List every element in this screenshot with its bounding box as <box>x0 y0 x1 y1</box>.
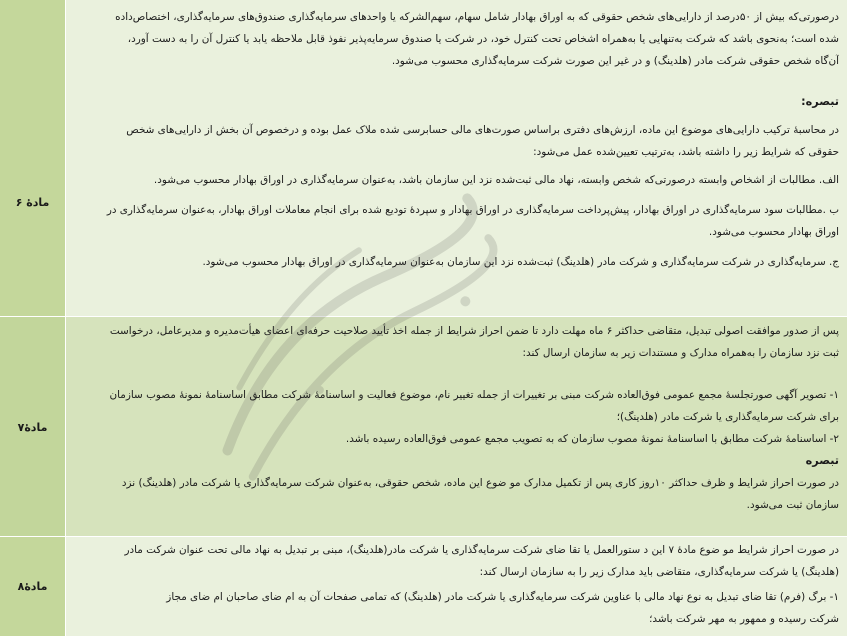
article7-paragraph: ثبت نزد سازمان را به‌همراه مدارک و مستندات زیر به سازمان ارسال کند: <box>522 347 839 359</box>
article8-content <box>66 537 847 636</box>
article6-item-b: ب .مطالبات سود سرمایه‌گذاری در اوراق بهادار، پیش‌پرداخت سرمایه‌گذاری در اوراق بهادار و سپردۀ تودیع شده برای انجام معاملات اوراق بهادار، به‌عنوان سرمایه‌گذاری در <box>106 204 839 216</box>
article6-item-a: الف. مطالبات از اشخاص وابسته درصورتی‌که شخص وابسته، نهاد مالی ثبت‌شده نزد این سازمان باشد، به‌عنوان سرمایه‌گذاری در اوراق بهادار محسوب می‌شود. <box>153 174 839 186</box>
article6-content <box>66 89 847 316</box>
article8-paragraph: در صورت احراز شرایط مو ضوع مادۀ ۷ این د ستورالعمل یا تقا ضای شرکت سرمایه‌گذاری یا شرکت مادر(هلدینگ)، مبنی بر تبدیل به نهاد مالی تحت عنوان شرکت مادر <box>124 544 839 556</box>
article7-row <box>0 316 847 537</box>
article7-paragraph: پس از صدور موافقت اصولی تبدیل، متقاضی حداکثر ۶ ماه مهلت دارد تا ضمن احراز شرایط از جمله اخذ تأیید صلاحیت حرفه‌ای اعضای هیأت‌مدیره و مدیرعامل، درخواست <box>109 325 839 337</box>
article8-item-1: ۱- برگ (فرم) تقا ضای تبدیل به نوع نهاد مالی با عناوین شرکت سرمایه‌گذاری یا شرکت مادر (هلدینگ) که تمامی صفحات آن به ام ضای صاحبان ام ضای مجاز <box>166 591 839 603</box>
article8-label-cell <box>0 537 66 636</box>
article8-paragraph: (هلدینگ) یا شرکت سرمایه‌گذاری، متقاضی باید مدارک زیر را به سازمان ارسال کند: <box>479 566 839 578</box>
article7-note: در صورت احراز شرایط و ظرف حداکثر ۱۰روز کاری پس از تکمیل مدارک مو ضوع این ماده، شخص حقوقی، به‌عنوان شرکت سرمایه‌گذاری یا شرکت مادر (هلدینگ) نزد <box>121 477 839 489</box>
article8-item-1: شرکت رسیده و ممهور به مهر شرکت باشد؛ <box>649 613 839 625</box>
article7-label-cell <box>0 317 66 537</box>
article6-label: مادۀ ۶ <box>15 196 50 209</box>
article7-note: سازمان ثبت می‌شود. <box>746 499 839 511</box>
article7-content <box>66 317 847 537</box>
article6-note-heading: تبصره: <box>801 95 839 108</box>
article6-paragraph: حقوقی که شرایط زیر را داشته باشد، به‌ترتیب تعیین‌شده عمل می‌شود: <box>533 146 839 158</box>
article8-label: مادۀ۸ <box>17 580 48 593</box>
article6-item-c: ج. سرمایه‌گذاری در شرکت سرمایه‌گذاری و شرکت مادر (هلدینگ) ثبت‌شده نزد این سازمان به‌عنوان سرمایه‌گذاری در اوراق بهادار محسوب می‌شود. <box>202 256 839 268</box>
article6-item-b: اوراق بهادار محسوب می‌شود. <box>708 226 839 238</box>
intro-line: درصورتی‌که بیش از ۵۰درصد از دارایی‌های شخص حقوقی که به اوراق بهادار شامل سهام، سهم‌الشرکه یا واحدهای سرمایه‌گذاری صندوق‌های سرمایه‌گذاری، اختصاص‌داده <box>115 11 839 23</box>
article7-item-2: ۲- اساسنامۀ شرکت مطابق با اساسنامۀ نمونۀ مصوب سازمان که به تصویب مجمع عمومی فوق‌العاده رسیده باشد. <box>345 433 839 445</box>
article7-note-heading: تبصره <box>805 454 839 467</box>
intro-row <box>0 0 847 89</box>
intro-label-cell <box>0 0 66 89</box>
article7-item-1: ۱- تصویر آگهی صورتجلسۀ مجمع عمومی فوق‌العاده شرکت مبنی بر تغییرات از جمله تغییر نام، موضوع فعالیت و اساسنامۀ شرکت مطابق اساسنامۀ نمونۀ مصوب سازمان <box>109 389 839 401</box>
article6-label-cell <box>0 89 66 316</box>
intro-line: آن‌گاه شخص حقوقی شرکت مادر (هلدینگ) و در غیر این صورت شرکت سرمایه‌گذاری محسوب می‌شود. <box>391 55 839 67</box>
article8-row <box>0 536 847 636</box>
intro-line: شده است؛ به‌نحوی باشد که شرکت به‌تنهایی یا به‌همراه اشخاص تحت کنترل خود، در شرکت یا صندوق سرمایه‌پذیر نفوذ قابل ملاحظه یابد یا کنترل آن را به دست آورد، <box>127 33 839 45</box>
article6-row <box>0 89 847 316</box>
article7-item-1: برای شرکت سرمایه‌گذاری یا شرکت مادر (هلدینگ)؛ <box>616 411 839 423</box>
intro-text-cell <box>66 0 847 89</box>
article6-paragraph: در محاسبۀ ترکیب دارایی‌های موضوع این ماده، ارزش‌های دفتری براساس صورت‌های مالی حسابرسی شده ملاک عمل بوده و درخصوص آن بخش از دارایی‌های شخص <box>126 124 839 136</box>
article7-label: مادۀ۷ <box>17 420 48 434</box>
